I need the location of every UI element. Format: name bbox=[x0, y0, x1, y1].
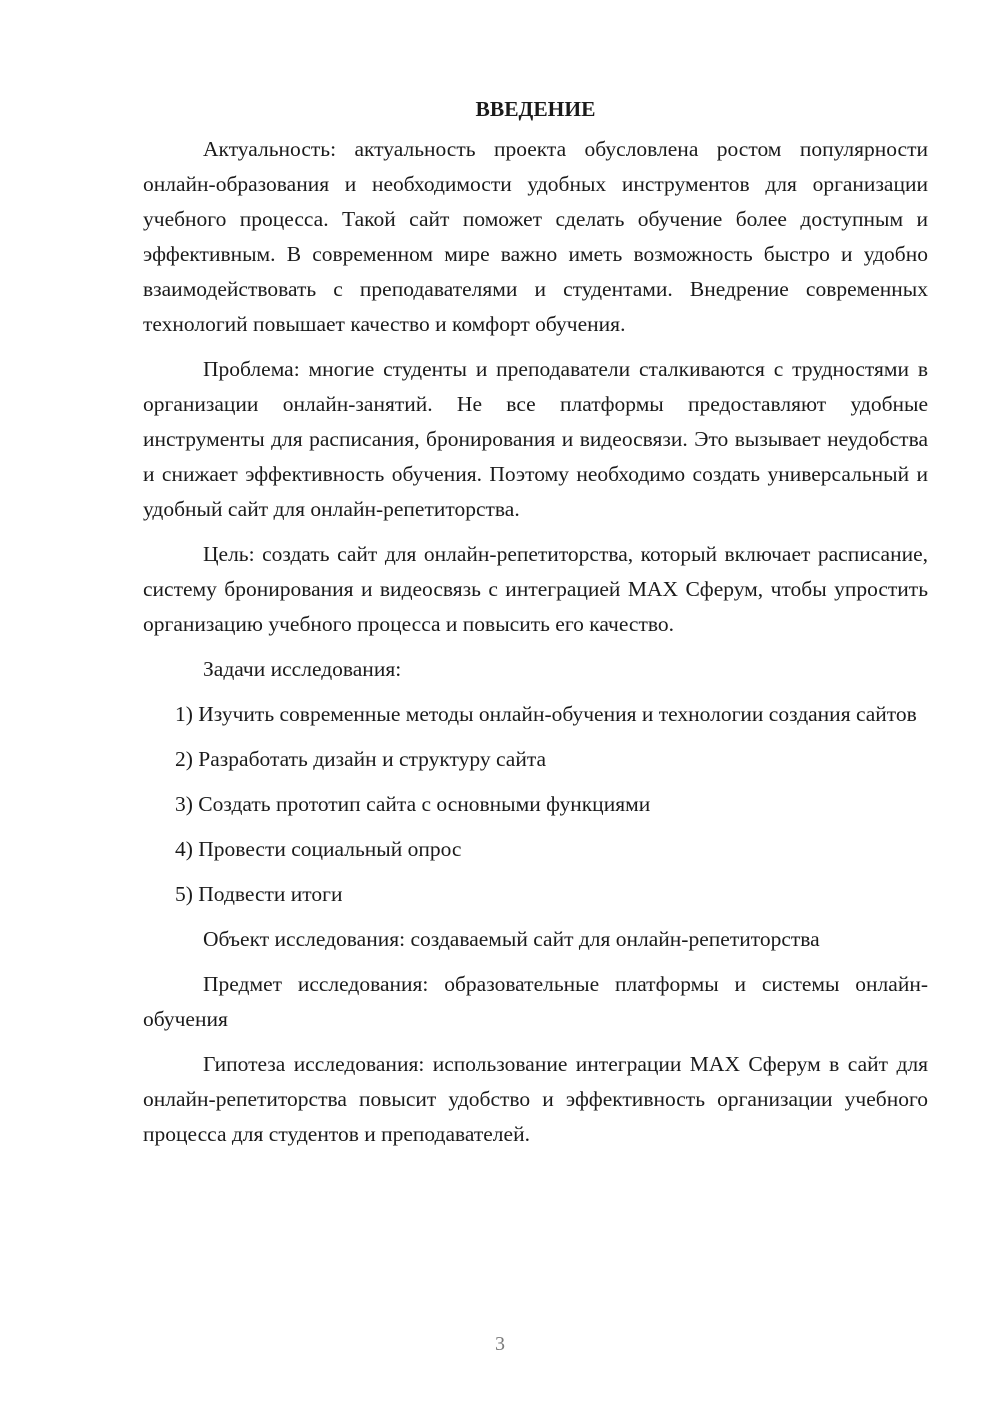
page-number: 3 bbox=[495, 1333, 505, 1355]
task-item: 5) Подвести итоги bbox=[175, 882, 343, 906]
task-item: 3) Создать прототип сайта с основными функциями bbox=[175, 792, 651, 816]
paragraph-relevance: Актуальность: актуальность проекта обусловлена ростом популярности онлайн-образования и необходимости удобных инструментов для организации учебного процесса. Такой сайт поможет сделать обучение более доступным и эффективным. В современном мире важно иметь возможность быстро и удобно взаимодействовать с преподавателями и студентами. Внедрение современных технологий повышает качество и комфорт обучения. bbox=[143, 137, 928, 336]
paragraph-object: Объект исследования: создаваемый сайт для онлайн-репетиторства bbox=[203, 927, 820, 951]
paragraph-subject: Предмет исследования: образовательные платформы и системы онлайн-обучения bbox=[143, 972, 928, 1031]
tasks-list bbox=[143, 697, 928, 912]
document-body bbox=[143, 92, 928, 1162]
paragraph-hypothesis: Гипотеза исследования: использование интеграции МАХ Сферум в сайт для онлайн-репетиторства повысит удобство и эффективность организации учебного процесса для студентов и преподавателей. bbox=[143, 1052, 928, 1146]
task-item: 1) Изучить современные методы онлайн-обучения и технологии создания сайтов bbox=[175, 702, 917, 726]
paragraph-goal: Цель: создать сайт для онлайн-репетиторства, который включает расписание, систему бронирования и видеосвязь с интеграцией МАХ Сферум, чтобы упростить организацию учебного процесса и повысить его качество. bbox=[143, 542, 928, 636]
task-item: 4) Провести социальный опрос bbox=[175, 837, 462, 861]
paragraph-problem: Проблема: многие студенты и преподаватели сталкиваются с трудностями в организации онлайн-занятий. Не все платформы предоставляют удобные инструменты для расписания, бронирования и видеосвязи. Это вызывает неудобства и снижает эффективность обучения. Поэтому необходимо создать универсальный и удобный сайт для онлайн-репетиторства. bbox=[143, 357, 928, 521]
task-item: 2) Разработать дизайн и структуру сайта bbox=[175, 747, 547, 771]
section-title: ВВЕДЕНИЕ bbox=[475, 97, 596, 121]
tasks-heading: Задачи исследования: bbox=[203, 657, 402, 681]
